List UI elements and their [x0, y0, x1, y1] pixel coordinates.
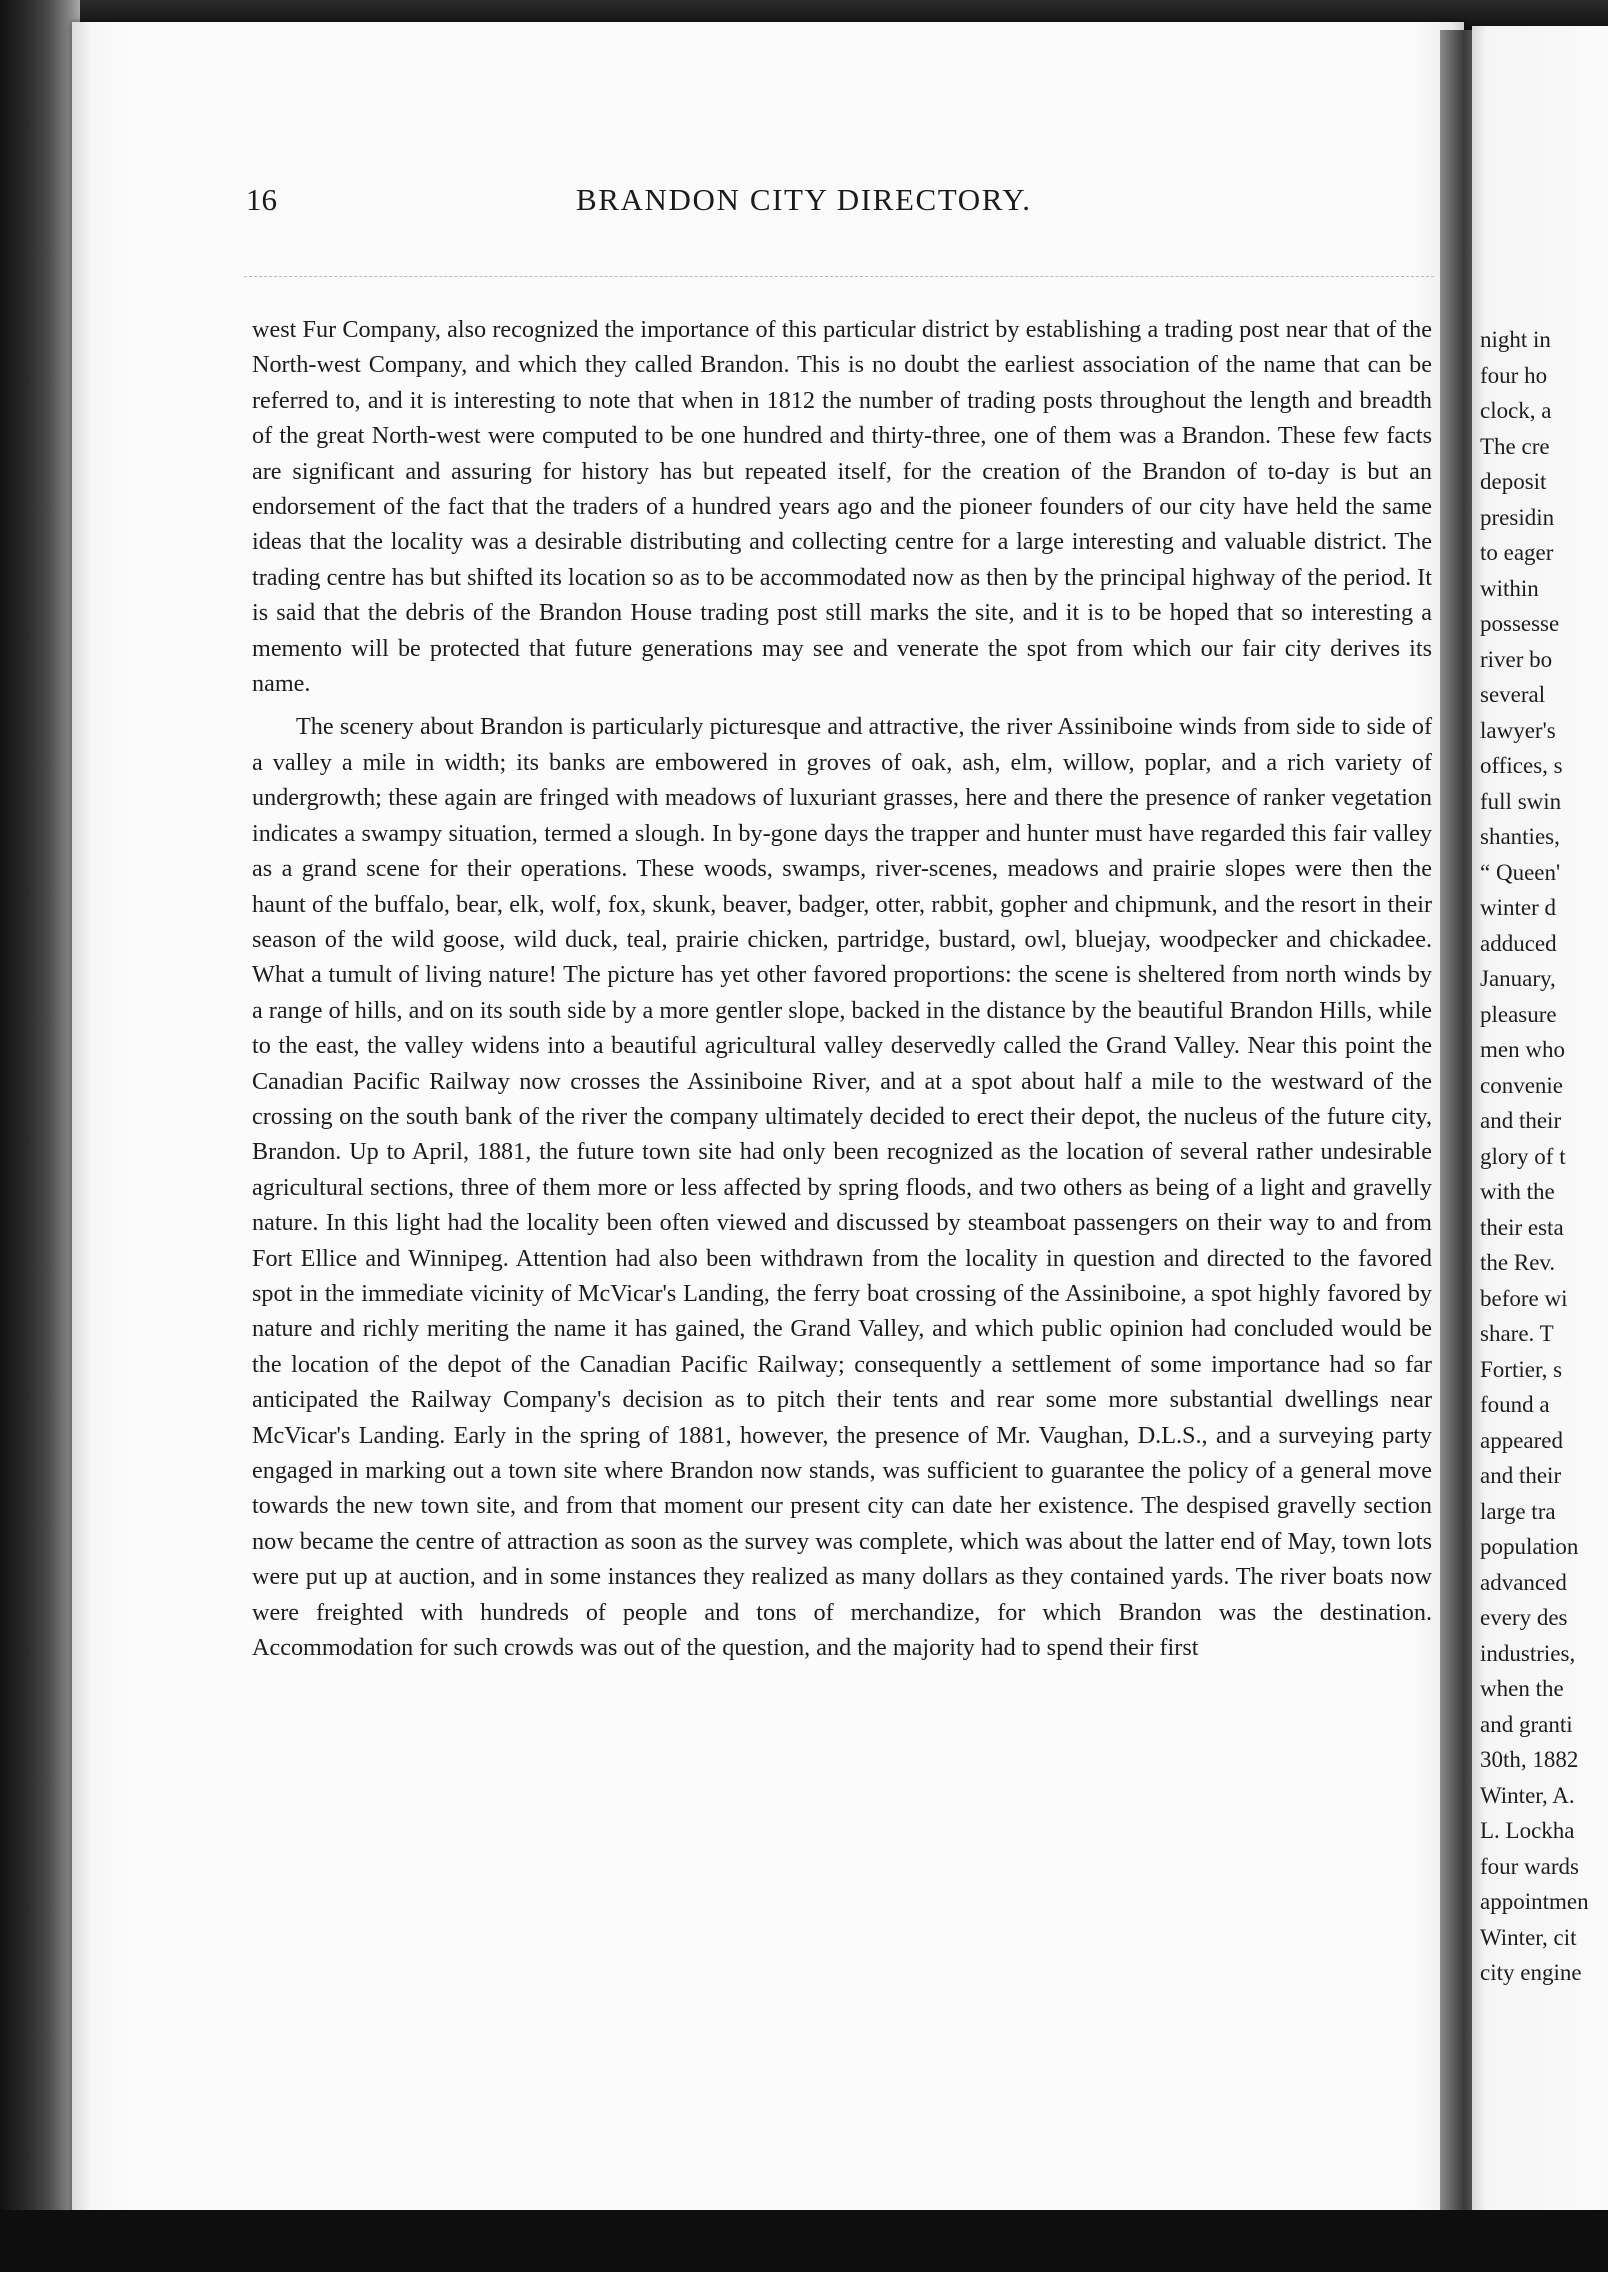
facing-page-line: winter d — [1480, 895, 1557, 920]
facing-page-line: shanties, — [1480, 824, 1560, 849]
facing-page-line: lawyer's — [1480, 717, 1556, 743]
facing-page-line: their esta — [1480, 1214, 1564, 1240]
paragraph: The scenery about Brandon is particularly picturesque and attractive, the river Assiniboine winds from side to side of a valley a mile in width; its banks are embowered in groves of oak, ash, elm, willow, poplar, and a rich variety of undergrowth; these again are fringed with meadows of luxuriant grasses, here and there the presence of ranker vegetation indicates a swampy situation, termed a slough. In by-gone days the trapper and hunter must have regarded this fair valley as a grand scene for their operations. These woods, swamps, river-scenes, meadows and prairie slopes were then the haunt of the buffalo, bear, elk, wolf, fox, skunk, beaver, badger, otter, rabbit, gopher and chipmunk, and the resort in their season of the wild goose, wild duck, teal, prairie chicken, partridge, bustard, owl, bluejay, woodpecker and chickadee. What a tumult of living nature! The picture has yet other favored proportions: the scene is sheltered from north winds by a range of hills, and on its south side by a more gentler slope, backed in the distance by the beautiful Brandon Hills, while to the east, the valley widens into a beautiful agricultural valley deservedly called the Grand Valley. Near this point the Canadian Pacific Railway now crosses the Assiniboine River, and at a spot about half a mile to the westward of the crossing on the south bank of the river the company ultimately decided to erect their depot, the nucleus of the future city, Brandon. Up to April, 1881, the future town site had only been recognized as the location of several rather undesirable agricultural sections, three of them more or less affected by spring floods, and two others as being of a light and gravelly nature. In this light had the locality been often viewed and discussed by steamboat passengers on their way to and from Fort Ellice and Winnipeg. Attention had also been withdrawn from the locality in question and directed to the favored spot in the immediate vicinity of McVicar's Landing, the ferry boat crossing of the Assiniboine, a spot highly favored by nature and richly meriting the name it has gained, the Grand Valley, and which public opinion had concluded would be the location of the depot of the Canadian Pacific Railway; consequently a settlement of some importance had so far anticipated the Railway Company's decision as to pitch their tents and rear some more substantial dwellings near McVicar's Landing. Early in the spring of 1881, however, the presence of Mr. Vaughan, D.L.S., and a surveying party engaged in marking out a town site where Brandon now stands, was sufficient to guarantee the policy of a general move towards the new town site, and from that moment our present city can date her existence. The despised gravelly section now became the centre of attraction as soon as the survey was complete, which was about the latter end of May, town lots were put up at auction, and in some instances they realized as many dollars as they contained yards. The river boats now were freighted with hundreds of people and tons of merchandize, for which Brandon was the destination. Accommodation for such crowds was out of the question, and the majority had to spend their first — [252, 713, 1432, 1662]
facing-page-line: glory of t — [1480, 1143, 1566, 1169]
facing-page-line: appeared — [1480, 1427, 1563, 1453]
facing-page-line: industries, — [1480, 1640, 1576, 1666]
scan-bottom-edge — [0, 2210, 1608, 2272]
facing-page-line: adduced — [1480, 930, 1557, 956]
facing-page-line: offices, s — [1480, 753, 1563, 778]
facing-page-line: and their — [1480, 1463, 1562, 1488]
facing-page-line: with the — [1480, 1179, 1555, 1204]
running-head: BRANDON CITY DIRECTORY. — [576, 182, 1032, 217]
facing-page-line: city engine — [1480, 1960, 1582, 1985]
facing-page-line: the Rev. — [1480, 1250, 1556, 1275]
facing-page-line: clock, a — [1480, 398, 1552, 423]
page-header — [246, 182, 1436, 232]
facing-page-line: share. T — [1480, 1321, 1554, 1346]
facing-page-line: “ Queen' — [1480, 859, 1561, 885]
facing-page-line: full swin — [1480, 788, 1562, 814]
body-text — [252, 312, 1432, 1665]
facing-page-line: night in — [1480, 327, 1551, 352]
facing-page-line: population — [1480, 1534, 1579, 1559]
facing-page-line: men who — [1480, 1037, 1565, 1062]
facing-page-line: before wi — [1480, 1285, 1568, 1311]
facing-page-line: and their — [1480, 1108, 1562, 1133]
facing-page-line: large tra — [1480, 1498, 1556, 1524]
facing-page-line: 30th, 1882 — [1480, 1747, 1579, 1772]
facing-page-line: convenie — [1480, 1072, 1564, 1098]
page-number: 16 — [246, 182, 277, 217]
facing-page-line: river bo — [1480, 646, 1553, 672]
facing-page-line: presidin — [1480, 504, 1555, 530]
facing-page-line: The cre — [1480, 433, 1550, 459]
facing-page-line: possesse — [1480, 611, 1560, 636]
facing-page-line: Winter, cit — [1480, 1924, 1577, 1950]
facing-page-line: advanced — [1480, 1569, 1567, 1595]
facing-page-line: deposit — [1480, 469, 1547, 494]
facing-page-line: several — [1480, 682, 1546, 707]
facing-page-line: Winter, A. — [1480, 1782, 1575, 1808]
facing-page-line: pleasure — [1480, 1001, 1557, 1027]
facing-page-line: and granti — [1480, 1711, 1573, 1737]
facing-page-lines — [1480, 322, 1608, 1991]
facing-page-text — [1480, 322, 1608, 2182]
facing-page-line: four ho — [1480, 362, 1548, 388]
facing-page-line: January, — [1480, 966, 1556, 991]
facing-page-line: when the — [1480, 1676, 1564, 1701]
facing-page-line: found a — [1480, 1392, 1550, 1417]
facing-page-line: every des — [1480, 1605, 1568, 1630]
facing-page-line: to eager — [1480, 540, 1554, 565]
facing-page-line: within — [1480, 575, 1539, 601]
paragraph: west Fur Company, also recognized the importance of this particular district by establishing a trading post near that of the North-west Company, and which they called Brandon. This is no doubt the earliest association of the name that can be referred to, and it is interesting to note that when in 1812 the number of trading posts throughout the length and breadth of the great North-west were computed to be one hundred and thirty-three, one of them was a Brandon. These few facts are significant and assuring for history has but repeated itself, for the creation of the Brandon of to-day is but an endorsement of the fact that the traders of a hundred years ago and the pioneer founders of our city have held the same ideas that the locality was a desirable distributing and collecting centre for a large interesting and valuable district. The trading centre has but shifted its location so as to be accommodated now as then by the principal highway of the period. It is said that the debris of the Brandon House trading post still marks the site, and it is to be hoped that so interesting a memento will be protected that future generations may see and venerate the spot from which our fair city derives its name. — [252, 316, 1432, 698]
book-binding-edge — [0, 0, 80, 2272]
facing-page-line: four wards — [1480, 1853, 1579, 1879]
header-rule — [244, 276, 1434, 277]
facing-page-line: Fortier, s — [1480, 1356, 1563, 1382]
facing-page-line: appointmen — [1480, 1889, 1589, 1914]
facing-page-line: L. Lockha — [1480, 1818, 1575, 1843]
